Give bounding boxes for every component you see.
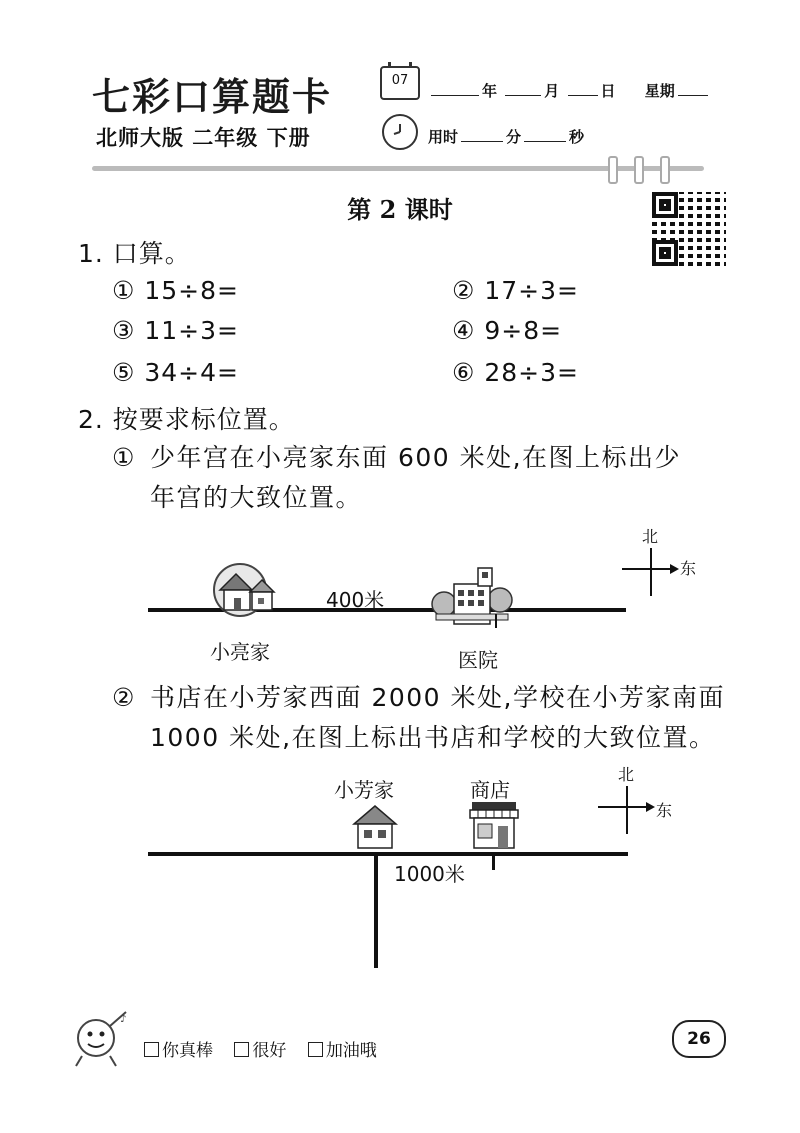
year-label: 年 [482,82,498,100]
svg-text:♪: ♪ [120,1014,127,1025]
q1-item: ② 17÷3= [452,276,579,305]
q1-item: ① 15÷8= [112,276,239,305]
binder-ring [608,156,618,184]
place-label: 小亮家 [210,640,270,664]
distance-label: 1000米 [394,862,465,886]
place-label: 医院 [458,648,498,672]
month-label: 月 [544,82,560,100]
rating-checkbox[interactable] [308,1042,323,1057]
text-line: 年宫的大致位置。 [150,483,363,512]
q2-sub1-text [150,438,730,518]
q2-sub2-text [150,678,740,758]
day-blank[interactable] [568,81,598,96]
compass-icon [598,786,658,834]
minute-blank[interactable] [461,127,503,142]
expression: 28÷3= [484,358,579,387]
shop-icon [468,800,520,850]
q1-item: ⑥ 28÷3= [452,358,579,387]
lesson-title: 第 2 课时 [347,195,453,224]
week-blank[interactable] [678,81,708,96]
rating-label: 加油哦 [325,1041,377,1061]
road-line-vertical [374,852,378,968]
q2-sub2-number: ② [112,683,136,712]
mascot-icon [70,1004,134,1068]
q2-sub1-number: ① [112,443,136,472]
week-label: 星期 [644,82,675,100]
q2-title: 2. 按要求标位置。 [78,405,295,434]
place-label: 小芳家 [334,778,394,802]
distance-tick [492,854,495,870]
text-line: 1000 米处,在图上标出书店和学校的大致位置。 [150,723,716,752]
east-label: 东 [680,559,697,578]
north-label: 北 [618,765,635,784]
time-line [428,126,584,147]
rating-checkbox[interactable] [144,1042,159,1057]
second-blank[interactable] [524,127,566,142]
month-blank[interactable] [505,81,541,96]
expression: 15÷8= [144,276,239,305]
distance-label: 400米 [326,588,385,612]
hospital-icon [430,566,514,632]
house-icon [352,804,398,850]
house-icon [212,562,278,618]
expression: 17÷3= [484,276,579,305]
rating-label: 很好 [252,1041,287,1061]
day-label: 日 [600,82,616,100]
east-label: 东 [656,801,673,820]
rating-options [128,1036,377,1061]
time-label: 用时 [428,128,459,146]
expression: 34÷4= [144,358,239,387]
road-line [148,852,628,856]
second-label: 秒 [569,128,585,146]
q1-item: ③ 11÷3= [112,316,239,345]
brand-logo: 七彩口算题卡 [92,74,333,119]
q1-item: ⑤ 34÷4= [112,358,239,387]
header-divider [92,166,704,171]
clock-icon [382,114,418,150]
north-label: 北 [642,527,659,546]
compass-icon [622,548,682,596]
binder-ring [634,156,644,184]
date-line [428,80,711,101]
q1-title: 1. 口算。 [78,239,191,268]
calendar-icon: 07 [380,66,420,100]
year-blank[interactable] [431,81,479,96]
binder-ring [660,156,670,184]
q1-item: ④ 9÷8= [452,316,563,345]
page-number: 26 [672,1020,726,1058]
place-label: 商店 [470,778,510,802]
text-line: 少年宫在小亮家东面 600 米处,在图上标出少 [150,443,682,472]
rating-checkbox[interactable] [234,1042,249,1057]
expression: 11÷3= [144,316,239,345]
edition-subtitle: 北师大版 二年级 下册 [96,126,311,150]
rating-label: 你真棒 [162,1041,213,1061]
text-line: 书店在小芳家西面 2000 米处,学校在小芳家南面 [150,683,725,712]
minute-label: 分 [506,128,522,146]
expression: 9÷8= [484,316,563,345]
